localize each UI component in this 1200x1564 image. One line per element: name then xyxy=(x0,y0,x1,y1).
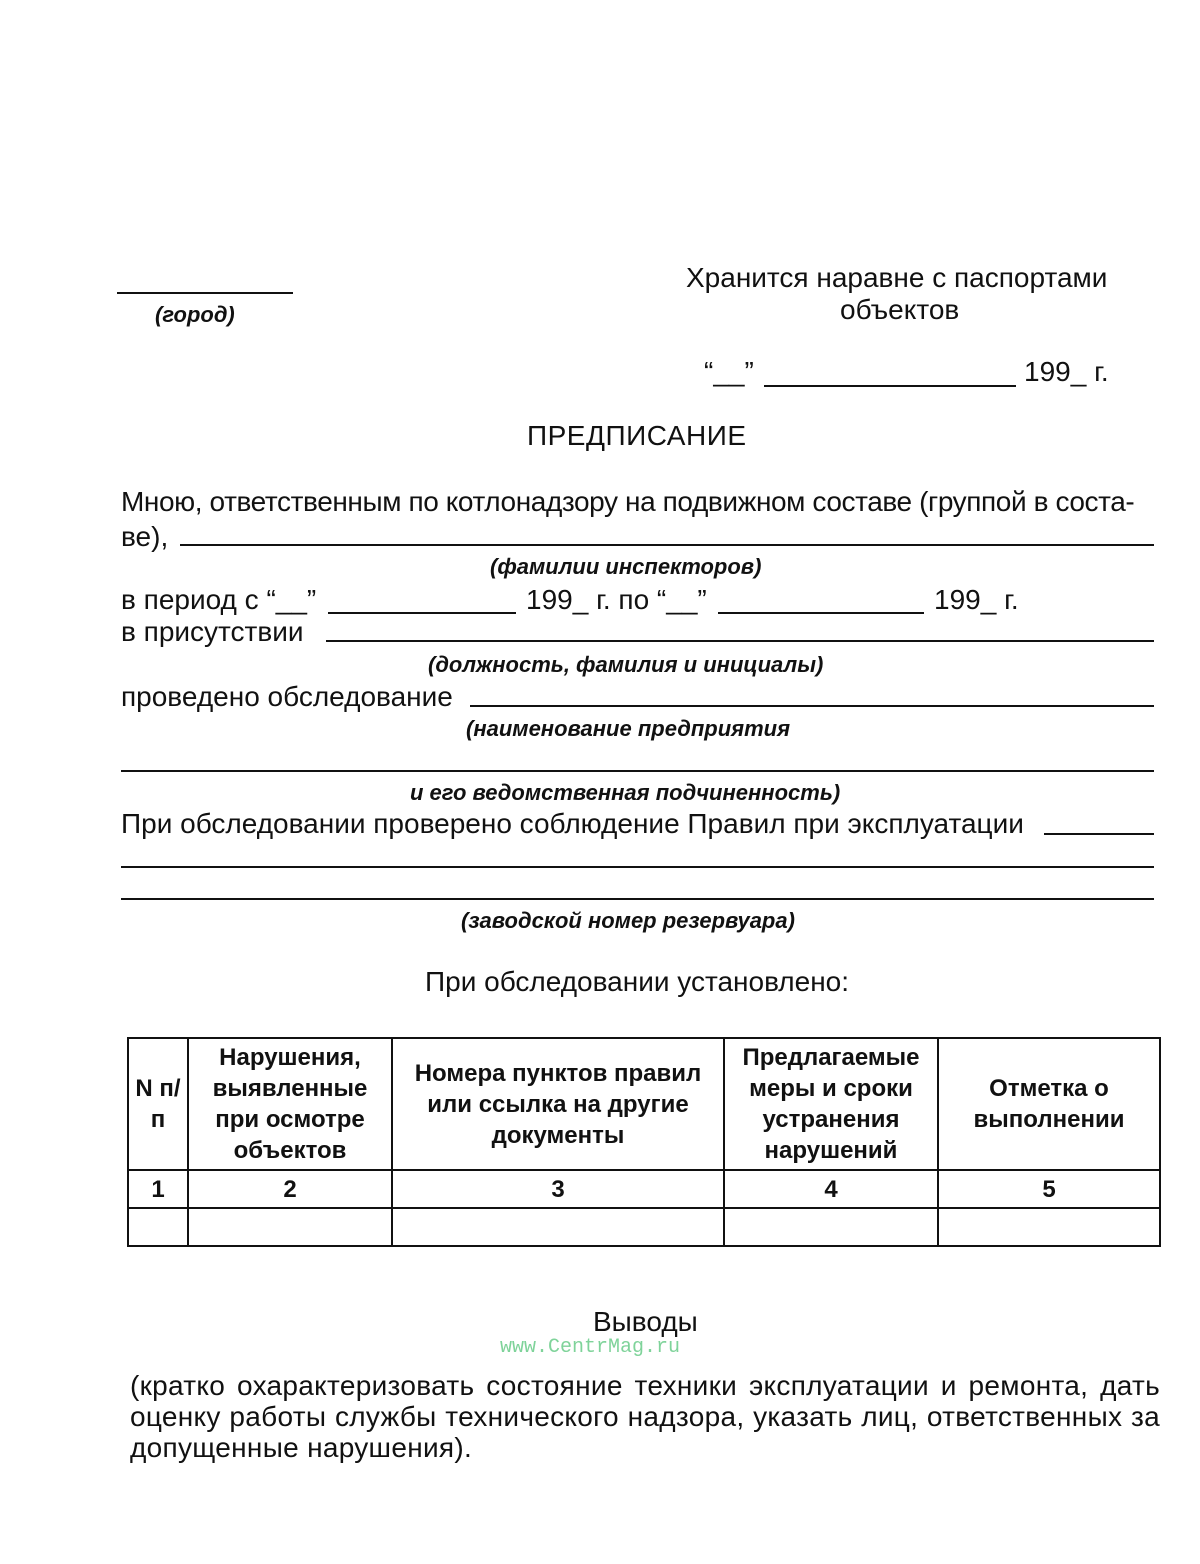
enterprise-blank-line xyxy=(121,770,1154,772)
period-prefix: в период с “__” xyxy=(121,584,317,615)
header-measures: Предлагаемые меры и сроки устранения нарушений xyxy=(724,1038,938,1170)
conclusions-title: Выводы xyxy=(593,1306,698,1337)
period-year2: 199_ г. xyxy=(934,584,1019,615)
violations-table xyxy=(127,1037,1161,1247)
header-completion-mark: Отметка о выполнении xyxy=(938,1038,1160,1170)
presence-prefix: в присутствии xyxy=(121,616,304,647)
table-header-row xyxy=(128,1038,1160,1170)
presence-blank-line xyxy=(326,640,1154,642)
table-row xyxy=(128,1208,1160,1246)
column-number: 1 xyxy=(128,1170,188,1208)
period-from-line xyxy=(328,612,516,614)
survey-blank-line xyxy=(470,705,1154,707)
watermark: www.CentrMag.ru xyxy=(500,1336,681,1359)
rules-blank-line1 xyxy=(121,866,1154,868)
header-number: N п/п xyxy=(128,1038,188,1170)
storage-note-line2: объектов xyxy=(840,294,960,325)
date-day-quote: “__” xyxy=(704,356,754,387)
empty-cell xyxy=(392,1208,724,1246)
column-number: 2 xyxy=(188,1170,392,1208)
rules-blank-line2 xyxy=(121,898,1154,900)
empty-cell xyxy=(188,1208,392,1246)
column-number: 5 xyxy=(938,1170,1160,1208)
column-number: 3 xyxy=(392,1170,724,1208)
document-title: ПРЕДПИСАНИЕ xyxy=(527,420,747,451)
empty-cell xyxy=(724,1208,938,1246)
caption-enterprise: (наименование предприятия xyxy=(466,716,791,741)
period-to-line xyxy=(718,612,924,614)
city-blank-line xyxy=(117,292,293,294)
conclusions-text: (кратко охарактеризовать состояние техники эксплуатации и ремонта, дать оценку работы службы технического надзора, указать лиц, ответственных за допущенные нарушения). xyxy=(130,1370,1160,1463)
inspectors-blank-line xyxy=(180,544,1154,546)
header-rule-points: Номера пунктов правил или ссылка на другие документы xyxy=(392,1038,724,1170)
caption-inspectors: (фамилии инспекторов) xyxy=(490,554,762,579)
period-year1: 199_ г. по “__” xyxy=(526,584,707,615)
table-number-row xyxy=(128,1170,1160,1208)
established-heading: При обследовании установлено: xyxy=(425,966,850,997)
body-line2-prefix: ве), xyxy=(121,521,169,552)
caption-reservoir: (заводской номер резервуара) xyxy=(461,908,795,933)
rules-line: При обследовании проверено соблюдение Правил при эксплуатации xyxy=(121,808,1024,839)
date-year: 199_ г. xyxy=(1024,356,1109,387)
city-caption: (город) xyxy=(155,302,235,327)
rules-tail-line xyxy=(1044,833,1154,835)
caption-position: (должность, фамилия и инициалы) xyxy=(428,652,824,677)
survey-prefix: проведено обследование xyxy=(121,681,453,712)
body-line1: Мною, ответственным по котлонадзору на подвижном составе (группой в соста- xyxy=(121,486,1135,517)
storage-note-line1: Хранится наравне с паспортами xyxy=(686,262,1108,293)
empty-cell xyxy=(938,1208,1160,1246)
empty-cell xyxy=(128,1208,188,1246)
caption-subordination: и его ведомственная подчиненность) xyxy=(410,780,841,805)
column-number: 4 xyxy=(724,1170,938,1208)
date-month-line xyxy=(764,385,1016,387)
header-violations: Нарушения, выявленные при осмотре объектов xyxy=(188,1038,392,1170)
